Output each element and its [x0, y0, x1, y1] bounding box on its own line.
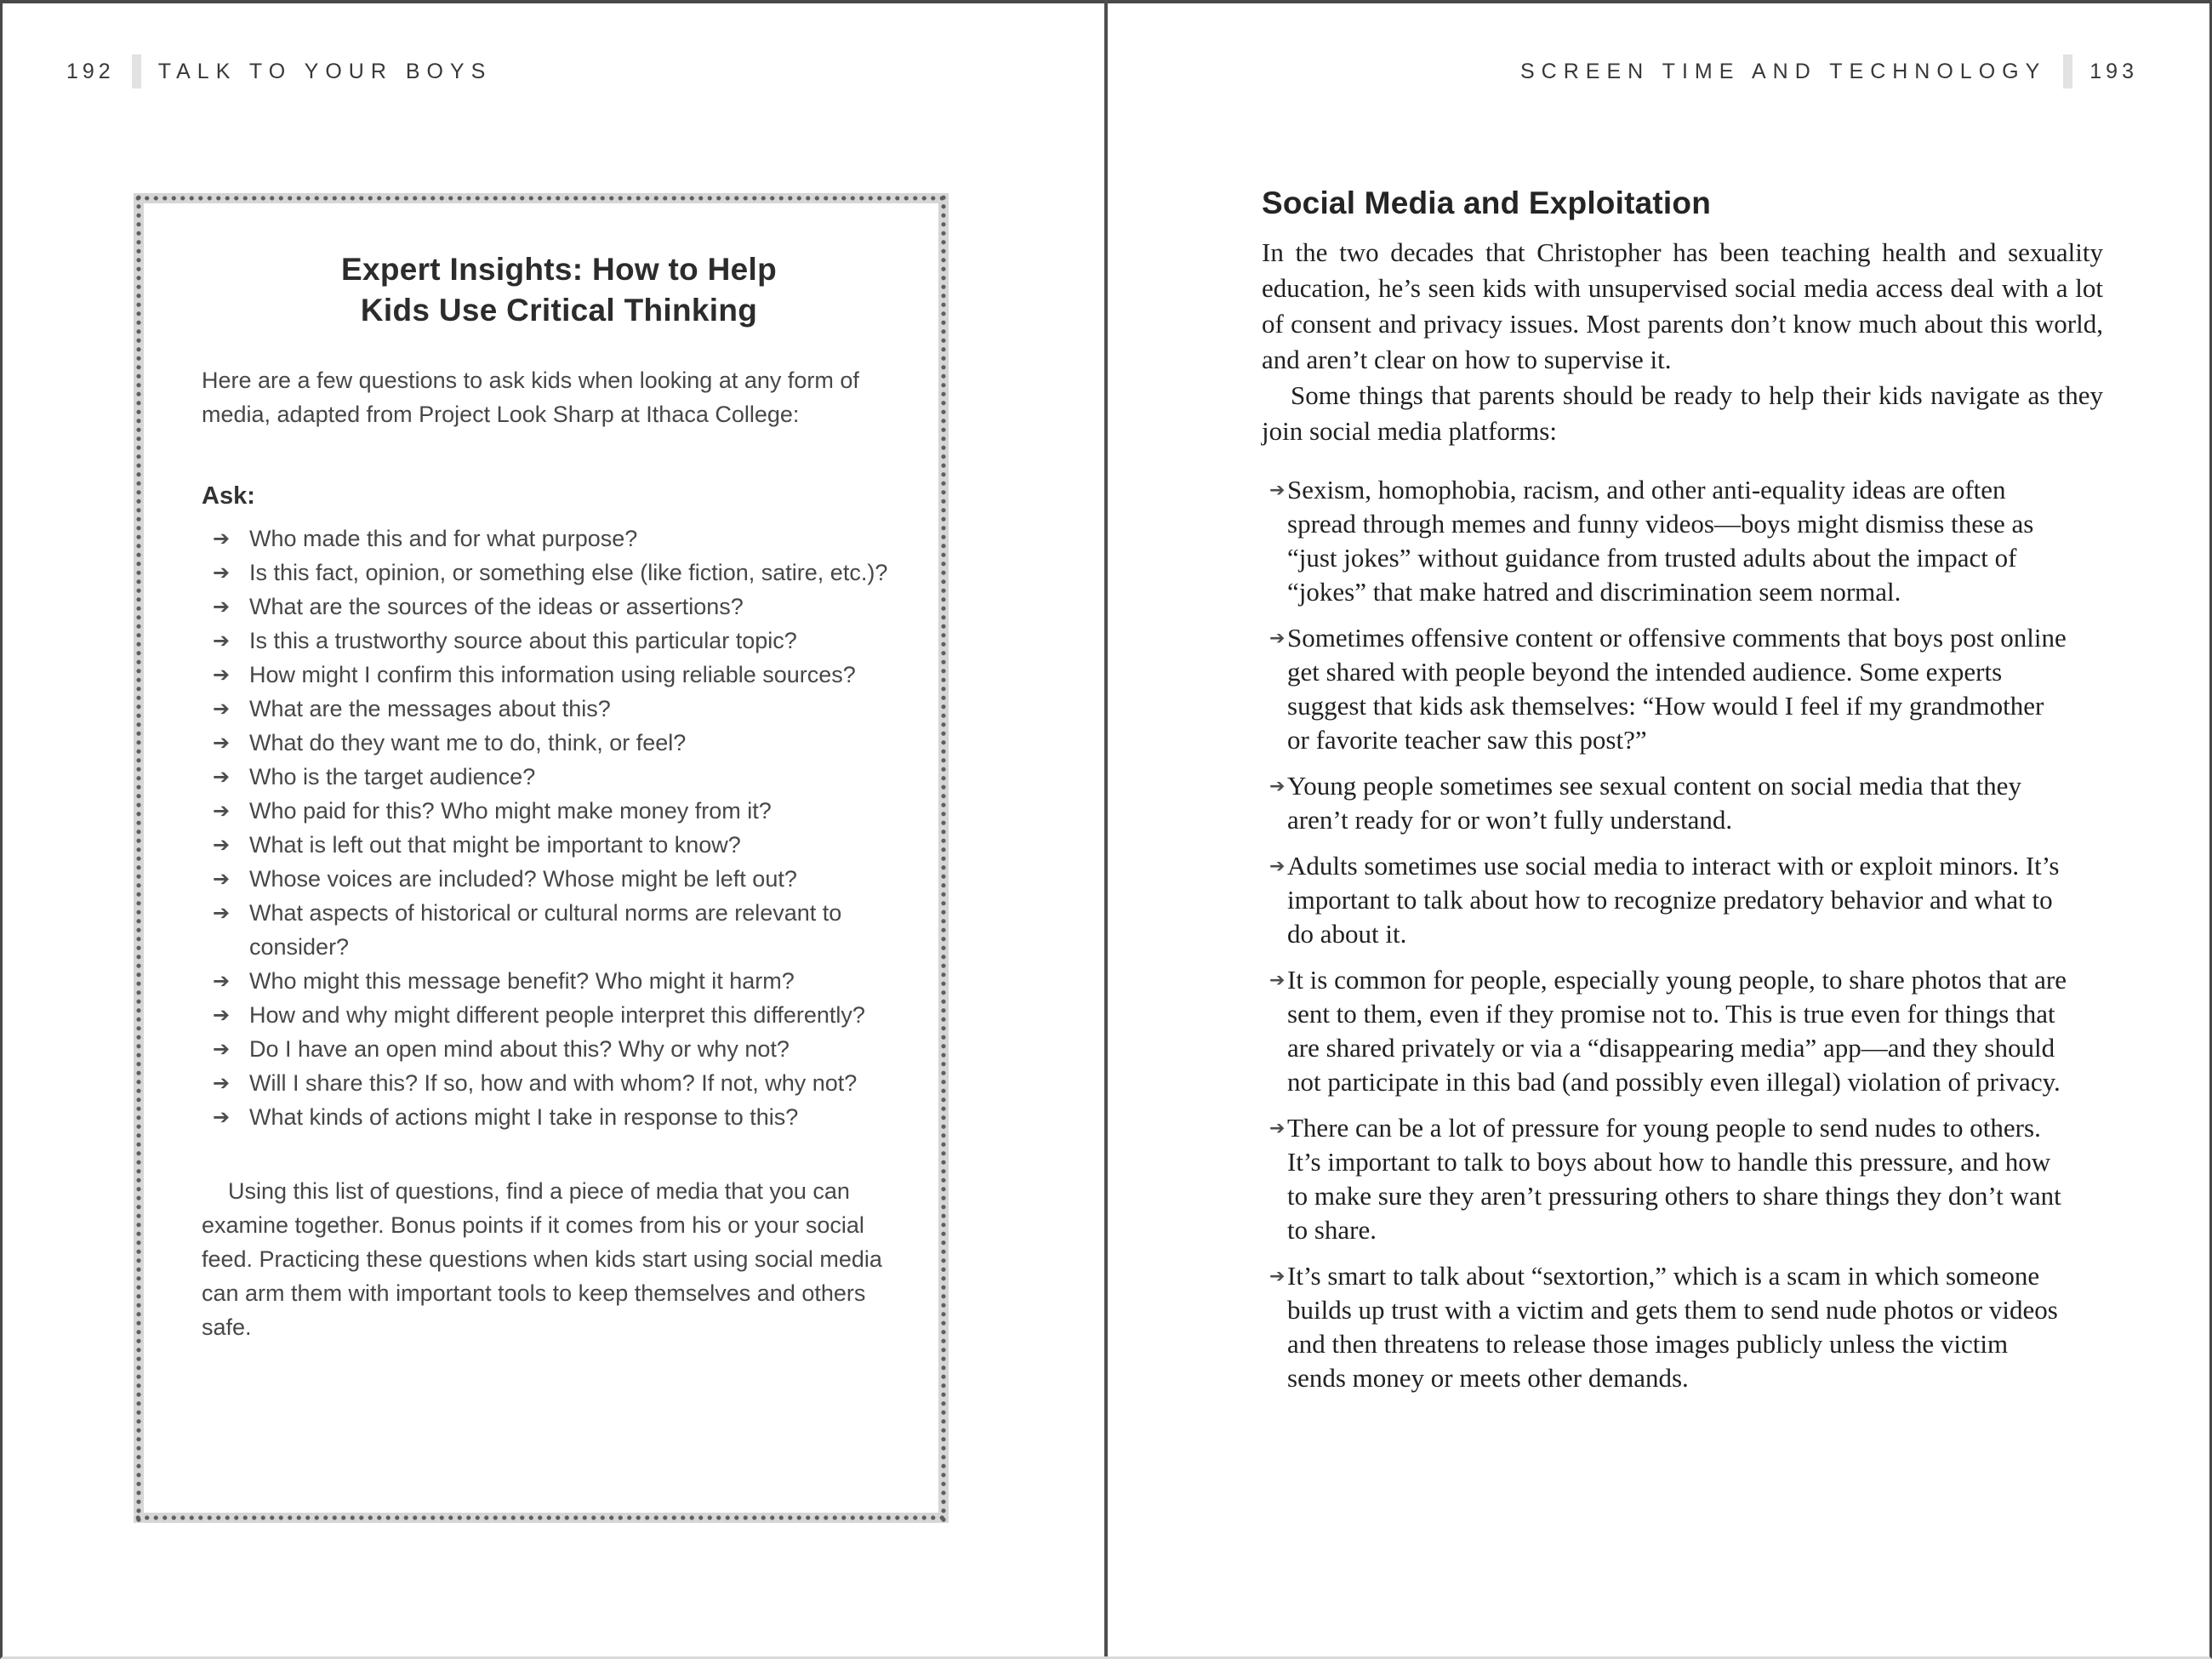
- question-text: Who made this and for what purpose?: [249, 526, 638, 551]
- arrow-bullet-icon: ➔: [213, 663, 231, 687]
- bullet-text: Young people sometimes see sexual content on social media that they aren’t ready for or won’t fully understand.: [1287, 771, 2021, 835]
- right-running-title: SCREEN TIME AND TECHNOLOGY: [1520, 59, 2047, 83]
- section-title: Social Media and Exploitation: [1262, 185, 1711, 220]
- question-text: Will I share this? If so, how and with whom? If not, why not?: [249, 1070, 858, 1096]
- question-text: Is this a trustworthy source about this particular topic?: [249, 628, 797, 653]
- list-item: [213, 1066, 893, 1100]
- question-text: Who is the target audience?: [249, 764, 536, 790]
- arrow-bullet-icon: ➔: [213, 765, 231, 789]
- list-item: [213, 556, 893, 590]
- list-item: [213, 1032, 893, 1066]
- question-list: [202, 522, 893, 1134]
- list-item: [1269, 963, 2070, 1099]
- insight-box-title: [202, 249, 916, 331]
- arrow-bullet-icon: ➔: [1269, 970, 1286, 991]
- bullet-text: Sometimes offensive content or offensive comments that boys post online get shared with people beyond the intended audience. Some experts suggest that kids ask themselves: “How would I feel if my grandmother or favorite teacher saw this post?”: [1287, 623, 2067, 755]
- question-text: What aspects of historical or cultural norms are relevant to consider?: [249, 900, 842, 960]
- left-running-head: [66, 54, 492, 88]
- bullet-text: Adults sometimes use social media to interact with or exploit minors. It’s important to talk about how to recognize predatory behavior and what to do about it.: [1287, 851, 2060, 949]
- list-item: [213, 828, 893, 862]
- body-paragraph: Some things that parents should be ready to help their kids navigate as they join social media platforms:: [1262, 380, 2103, 446]
- question-text: Is this fact, opinion, or something else (like fiction, satire, etc.)?: [249, 560, 888, 585]
- question-text: What is left out that might be important to know?: [249, 832, 741, 858]
- question-text: How and why might different people interpret this differently?: [249, 1002, 865, 1028]
- arrow-bullet-icon: ➔: [213, 697, 231, 721]
- list-item: [213, 862, 893, 896]
- social-media-bullet-list: [1269, 473, 2070, 1407]
- list-item: [213, 760, 893, 794]
- expert-insights-content: [144, 203, 938, 1513]
- left-page-number: 192: [66, 59, 115, 83]
- ask-label: Ask:: [202, 482, 255, 510]
- arrow-bullet-icon: ➔: [1269, 628, 1286, 649]
- arrow-bullet-icon: ➔: [213, 561, 231, 584]
- expert-insights-box: [134, 193, 949, 1523]
- arrow-bullet-icon: ➔: [213, 1071, 231, 1095]
- list-item: [213, 658, 893, 692]
- arrow-bullet-icon: ➔: [1269, 1118, 1286, 1139]
- arrow-bullet-icon: ➔: [1269, 1266, 1286, 1287]
- list-item: [213, 726, 893, 760]
- list-item: [213, 794, 893, 828]
- insight-closing-paragraph: Using this list of questions, find a piece of media that you can examine together. Bonus points if it comes from his or your social feed. Practicing these questions when kids start using social media can arm them with important tools to keep themselves and others safe.: [202, 1178, 882, 1340]
- arrow-bullet-icon: ➔: [213, 969, 231, 993]
- arrow-bullet-icon: ➔: [213, 595, 231, 619]
- question-text: Whose voices are included? Whose might be left out?: [249, 866, 797, 892]
- insight-title-line2: Kids Use Critical Thinking: [360, 293, 758, 328]
- list-item: [213, 896, 893, 964]
- left-header-bar: [132, 54, 141, 88]
- list-item: [1269, 769, 2070, 837]
- arrow-bullet-icon: ➔: [213, 833, 231, 857]
- bullet-text: It’s smart to talk about “sextortion,” which is a scam in which someone builds up trust with a victim and gets them to send nude photos or videos and then threatens to release those images publicly unless the victim sends money or meets other demands.: [1287, 1261, 2058, 1393]
- arrow-bullet-icon: ➔: [213, 731, 231, 755]
- arrow-bullet-icon: ➔: [213, 629, 231, 653]
- question-text: How might I confirm this information using reliable sources?: [249, 662, 856, 687]
- arrow-bullet-icon: ➔: [213, 1105, 231, 1129]
- insight-title-line1: Expert Insights: How to Help: [340, 252, 778, 287]
- list-item: [213, 998, 893, 1032]
- list-item: [1269, 849, 2070, 951]
- arrow-bullet-icon: ➔: [1269, 480, 1286, 501]
- question-text: What are the messages about this?: [249, 696, 611, 721]
- bullet-text: It is common for people, especially young people, to share photos that are sent to them, even if they promise not to. This is true even for things that are shared privately or via a “disappearing media” app—and they should not participate in this bad (and possibly even illegal) violation of privacy.: [1287, 965, 2067, 1097]
- question-text: Who might this message benefit? Who might it harm?: [249, 968, 795, 994]
- list-item: [1269, 473, 2070, 609]
- question-text: Do I have an open mind about this? Why or why not?: [249, 1036, 790, 1062]
- section-body: [1262, 235, 2103, 449]
- list-item: [213, 964, 893, 998]
- list-item: [213, 1100, 893, 1134]
- arrow-bullet-icon: ➔: [213, 1037, 231, 1061]
- list-item: [1269, 621, 2070, 757]
- list-item: [213, 692, 893, 726]
- right-page-number: 193: [2089, 59, 2138, 83]
- question-text: What kinds of actions might I take in response to this?: [249, 1104, 799, 1130]
- arrow-bullet-icon: ➔: [213, 1003, 231, 1027]
- right-header-bar: [2063, 54, 2072, 88]
- question-text: What are the sources of the ideas or assertions?: [249, 594, 744, 619]
- arrow-bullet-icon: ➔: [1269, 776, 1286, 797]
- list-item: [1269, 1259, 2070, 1395]
- bullet-text: Sexism, homophobia, racism, and other anti-equality ideas are often spread through memes and funny videos—boys might dismiss these as “just jokes” without guidance from trusted adults about the impact of “jokes” that make hatred and discrimination seem normal.: [1287, 475, 2034, 607]
- arrow-bullet-icon: ➔: [213, 901, 231, 925]
- spine-divider: [1104, 0, 1108, 1656]
- arrow-bullet-icon: ➔: [213, 527, 231, 550]
- arrow-bullet-icon: ➔: [213, 799, 231, 823]
- question-text: Who paid for this? Who might make money from it?: [249, 798, 772, 824]
- list-item: [213, 590, 893, 624]
- left-running-title: TALK TO YOUR BOYS: [157, 59, 493, 83]
- body-paragraph: In the two decades that Christopher has been teaching health and sexuality education, he’s seen kids with unsupervised social media access deal with a lot of consent and privacy issues. Most parents don’t know much about this world, and aren’t clear on how to supervise it.: [1262, 237, 2103, 374]
- right-running-head: [1520, 54, 2138, 88]
- question-text: What do they want me to do, think, or feel?: [249, 730, 687, 755]
- list-item: [213, 522, 893, 556]
- list-item: [213, 624, 893, 658]
- arrow-bullet-icon: ➔: [1269, 856, 1286, 877]
- arrow-bullet-icon: ➔: [213, 867, 231, 891]
- list-item: [1269, 1111, 2070, 1247]
- bullet-text: There can be a lot of pressure for young people to send nudes to others. It’s important to talk to boys about how to handle this pressure, and how to make sure they aren’t pressuring others to share things they don’t want to share.: [1287, 1113, 2061, 1245]
- insight-intro: Here are a few questions to ask kids when looking at any form of media, adapted from Project Look Sharp at Ithaca College:: [202, 368, 859, 427]
